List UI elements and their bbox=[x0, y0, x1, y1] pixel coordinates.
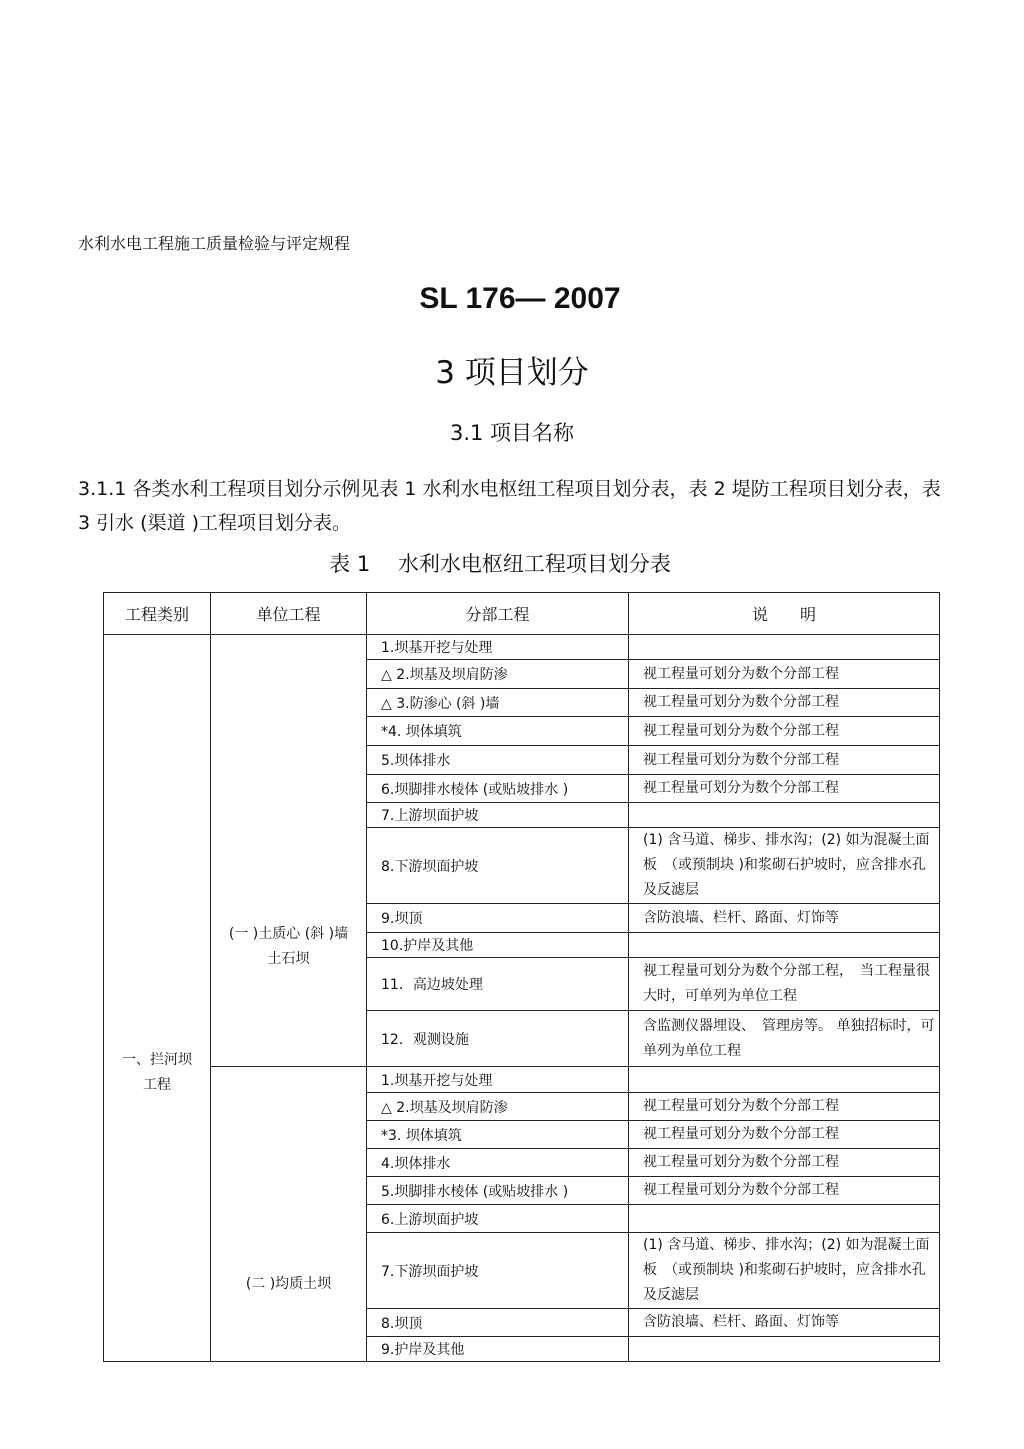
note-cell: (1) 含马道、梯步、排水沟；(2) 如为混凝土面板 （或预制块 )和浆砌石护坡时，应含排水孔及反滤层 bbox=[629, 828, 940, 904]
note-cell: (1) 含马道、梯步、排水沟；(2) 如为混凝土面板 （或预制块 )和浆砌石护坡时，应含排水孔及反滤层 bbox=[629, 1233, 940, 1309]
note-cell: 含防浪墙、栏杆、路面、灯饰等 bbox=[629, 904, 940, 933]
part-cell: 5.坝脚排水棱体 (或贴坡排水 ) bbox=[367, 1177, 629, 1205]
part-cell: 9.坝顶 bbox=[367, 904, 629, 933]
note-cell bbox=[629, 635, 940, 660]
section-title: 3.1 项目名称 bbox=[449, 421, 575, 445]
part-cell: △ 2.坝基及坝肩防渗 bbox=[367, 660, 629, 689]
part-cell: △ 2.坝基及坝肩防渗 bbox=[367, 1093, 629, 1121]
note-cell: 视工程量可划分为数个分部工程 bbox=[629, 775, 940, 803]
note-cell: 视工程量可划分为数个分部工程 bbox=[629, 1177, 940, 1205]
table-body bbox=[104, 635, 940, 1362]
category-cell bbox=[104, 635, 211, 1362]
part-cell: 8.坝顶 bbox=[367, 1309, 629, 1337]
document-header: 水利水电工程施工质量检验与评定规程 bbox=[78, 234, 351, 253]
part-cell: *3. 坝体填筑 bbox=[367, 1121, 629, 1149]
note-cell bbox=[629, 1067, 940, 1093]
table-row bbox=[104, 1067, 940, 1093]
part-cell: *4. 坝体填筑 bbox=[367, 717, 629, 746]
note-cell: 含监测仪器埋设、 管理房等。 单独招标时，可单列为单位工程 bbox=[629, 1011, 940, 1067]
part-cell: 1.坝基开挖与处理 bbox=[367, 1067, 629, 1093]
table-caption: 表 1 水利水电枢纽工程项目划分表 bbox=[329, 552, 671, 576]
unit-cell bbox=[211, 635, 367, 1067]
unit-cell bbox=[211, 1067, 367, 1362]
standard-code: SL 176— 2007 bbox=[419, 282, 621, 315]
part-cell: 12．观测设施 bbox=[367, 1011, 629, 1067]
part-cell: 4.坝体排水 bbox=[367, 1149, 629, 1177]
note-cell bbox=[629, 1337, 940, 1362]
table-header-row bbox=[104, 593, 940, 635]
note-cell: 视工程量可划分为数个分部工程 bbox=[629, 689, 940, 717]
part-cell: 5.坝体排水 bbox=[367, 746, 629, 775]
unit-name: (二 )均质土坝 bbox=[245, 1275, 332, 1292]
note-cell: 视工程量可划分为数个分部工程 bbox=[629, 1093, 940, 1121]
part-cell: 6.上游坝面护坡 bbox=[367, 1205, 629, 1233]
category-label: 一、拦河坝工程 bbox=[122, 1052, 192, 1093]
project-division-table bbox=[103, 592, 940, 1362]
note-cell: 视工程量可划分为数个分部工程 bbox=[629, 717, 940, 746]
table-row bbox=[104, 635, 940, 660]
part-cell: 11．高边坡处理 bbox=[367, 958, 629, 1011]
part-cell: 8.下游坝面护坡 bbox=[367, 828, 629, 904]
unit-name: (一 )土质心 (斜 )墙土石坝 bbox=[228, 925, 349, 967]
note-cell bbox=[629, 1205, 940, 1233]
part-cell: 9.护岸及其他 bbox=[367, 1337, 629, 1362]
part-cell: 1.坝基开挖与处理 bbox=[367, 635, 629, 660]
note-cell bbox=[629, 933, 940, 958]
part-cell: 10.护岸及其他 bbox=[367, 933, 629, 958]
note-cell: 视工程量可划分为数个分部工程， 当工程量很大时，可单列为单位工程 bbox=[629, 958, 940, 1011]
part-cell: 6.坝脚排水棱体 (或贴坡排水 ) bbox=[367, 775, 629, 803]
part-cell: 7.上游坝面护坡 bbox=[367, 803, 629, 828]
note-cell: 视工程量可划分为数个分部工程 bbox=[629, 660, 940, 689]
note-cell: 视工程量可划分为数个分部工程 bbox=[629, 746, 940, 775]
header-category: 工程类别 bbox=[104, 593, 211, 635]
part-cell: △ 3.防渗心 (斜 )墙 bbox=[367, 689, 629, 717]
note-cell bbox=[629, 803, 940, 828]
chapter-title: 3 项目划分 bbox=[435, 355, 589, 391]
header-note: 说 明 bbox=[629, 593, 940, 635]
header-unit: 单位工程 bbox=[211, 593, 367, 635]
note-cell: 含防浪墙、栏杆、路面、灯饰等 bbox=[629, 1309, 940, 1337]
part-cell: 7.下游坝面护坡 bbox=[367, 1233, 629, 1309]
header-part: 分部工程 bbox=[367, 593, 629, 635]
note-cell: 视工程量可划分为数个分部工程 bbox=[629, 1149, 940, 1177]
intro-paragraph: 3.1.1 各类水利工程项目划分示例见表 1 水利水电枢纽工程项目划分表，表 2 堤防工程项目划分表，表 3 引水 (渠道 )工程项目划分表。 bbox=[78, 478, 941, 534]
note-cell: 视工程量可划分为数个分部工程 bbox=[629, 1121, 940, 1149]
